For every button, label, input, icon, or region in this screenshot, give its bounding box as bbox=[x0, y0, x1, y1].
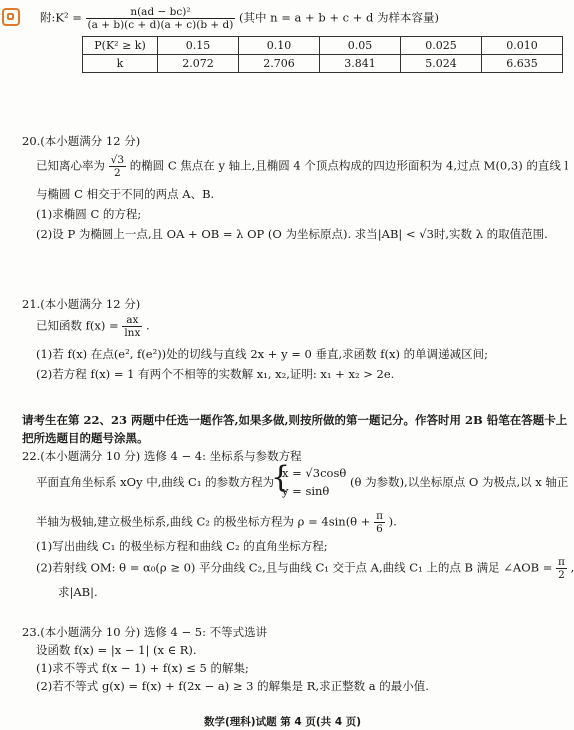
notice-line2: 把所选题目的题号涂黑。 bbox=[22, 431, 149, 445]
q21-part1: (1)若 f(x) 在点(e², f(e²))处的切线与直线 2x + y = 0 垂直,求函数 f(x) 的单调递减区间; bbox=[36, 347, 489, 361]
fraction-numerator: π bbox=[376, 510, 383, 522]
notice-line1: 请考生在第 22、23 两题中任选一题作答,如果多做,则按所做的第一题记分。作答时用 2B 铅笔在答题卡上 bbox=[22, 413, 568, 427]
fraction-numerator: π bbox=[558, 556, 565, 568]
q23-part1: (1)求不等式 f(x − 1) + f(x) ≤ 5 的解集; bbox=[36, 661, 249, 675]
fraction-denominator: 2 bbox=[558, 569, 565, 581]
q22-part1: (1)写出曲线 C₁ 的极坐标方程和曲线 C₂ 的直角坐标方程; bbox=[36, 539, 328, 553]
table-cell: 5.024 bbox=[401, 55, 482, 73]
table-cell: 0.05 bbox=[320, 37, 401, 55]
q20-heading: 20.(本小题满分 12 分) bbox=[22, 134, 141, 148]
q23-line1: 设函数 f(x) = |x − 1| (x ∈ R). bbox=[36, 643, 197, 657]
table-cell: 2.072 bbox=[158, 55, 239, 73]
fraction-numerator: ax bbox=[122, 314, 142, 327]
table-cell: P(K² ≥ k) bbox=[83, 37, 158, 55]
critical-value-table bbox=[82, 36, 563, 73]
q23-part2: (2)若不等式 g(x) = f(x) + f(2x − a) ≥ 3 的解集是 R,求正整数 a 的最小值. bbox=[36, 679, 429, 693]
q20-line1-start: 已知离心率为 bbox=[36, 158, 105, 173]
q23-heading: 23.(本小题满分 10 分) 选修 4 − 5: 不等式选讲 bbox=[22, 625, 268, 639]
table-row bbox=[83, 55, 563, 73]
q22-part3: 求|AB|. bbox=[58, 585, 98, 599]
formula-note: (其中 n = a + b + c + d 为样本容量) bbox=[239, 10, 440, 25]
q22-line2-end: ). bbox=[388, 514, 397, 529]
q20-part2: (2)设 P 为椭圆上一点,且 OA + OB = λ OP (O 为坐标原点). 求当|AB| < √3时,实数 λ 的取值范围. bbox=[36, 227, 548, 241]
table-cell: 3.841 bbox=[320, 55, 401, 73]
page-footer: 数学(理科)试题 第 4 页(共 4 页) bbox=[204, 716, 362, 728]
fraction-denominator: 2 bbox=[114, 167, 121, 179]
pi-over-6-fraction bbox=[374, 510, 385, 535]
q21-heading: 21.(本小题满分 12 分) bbox=[22, 297, 141, 311]
formula-numerator: n(ad − bc)² bbox=[86, 6, 236, 19]
q22-part2 bbox=[36, 556, 574, 581]
q22-heading: 22.(本小题满分 10 分) 选修 4 − 4: 坐标系与参数方程 bbox=[22, 449, 302, 463]
table-cell: k bbox=[83, 55, 158, 73]
q21-line1-end: . bbox=[146, 318, 150, 333]
pi-over-2-fraction bbox=[556, 556, 567, 581]
q22-line2 bbox=[36, 510, 397, 535]
eccentricity-fraction bbox=[109, 154, 126, 179]
q22-part2-end: , bbox=[570, 560, 574, 575]
chi-square-formula bbox=[40, 6, 439, 31]
fraction-denominator: 6 bbox=[376, 523, 383, 535]
q21-line1-start: 已知函数 f(x) = bbox=[36, 318, 119, 333]
fraction-numerator: √3 bbox=[110, 154, 125, 166]
table-cell: 2.706 bbox=[239, 55, 320, 73]
table-cell: 0.010 bbox=[482, 37, 563, 55]
q22-line1-end: (θ 为参数),以坐标原点 O 为极点,以 x 轴正 bbox=[350, 475, 569, 489]
q20-part1: (1)求椭圆 C 的方程; bbox=[36, 207, 142, 221]
q20-line1-end: 的椭圆 C 焦点在 y 轴上,且椭圆 4 个顶点构成的四边形面积为 4,过点 M(0,3) 的直线 l bbox=[129, 158, 569, 173]
function-fraction bbox=[122, 314, 142, 339]
q20-line1 bbox=[36, 154, 568, 179]
table-cell: 0.025 bbox=[401, 37, 482, 55]
table-cell: 6.635 bbox=[482, 55, 563, 73]
param-eq-x: x = √3cosθ bbox=[282, 466, 347, 480]
system-brace: { bbox=[271, 460, 291, 495]
q21-part2: (2)若方程 f(x) = 1 有两个不相等的实数解 x₁, x₂,证明: x₁ + x₂ > 2e. bbox=[36, 367, 395, 381]
formula-fraction bbox=[86, 6, 236, 31]
fraction-denominator: lnx bbox=[124, 327, 141, 339]
q20-line2: 与椭圆 C 相交于不同的两点 A、B. bbox=[36, 187, 215, 201]
q22-line1-start: 平面直角坐标系 xOy 中,曲线 C₁ 的参数方程为 bbox=[36, 475, 275, 489]
q22-line2-start: 半轴为极轴,建立极坐标系,曲线 C₂ 的极坐标方程为 ρ = 4sin(θ + bbox=[36, 514, 371, 529]
table-cell: 0.10 bbox=[239, 37, 320, 55]
q22-part2-start: (2)若射线 OM: θ = α₀(ρ ≥ 0) 平分曲线 C₂,且与曲线 C₁ 交于点 A,曲线 C₁ 上的点 B 满足 ∠AOB = bbox=[36, 560, 553, 575]
q21-line1 bbox=[36, 314, 150, 339]
formula-denominator: (a + b)(c + d)(a + c)(b + d) bbox=[87, 19, 234, 31]
table-cell: 0.15 bbox=[158, 37, 239, 55]
formula-prefix: 附:K² = bbox=[40, 10, 82, 25]
table-row bbox=[83, 37, 563, 55]
corner-logo-icon bbox=[2, 8, 20, 26]
param-eq-y: y = sinθ bbox=[282, 484, 330, 498]
